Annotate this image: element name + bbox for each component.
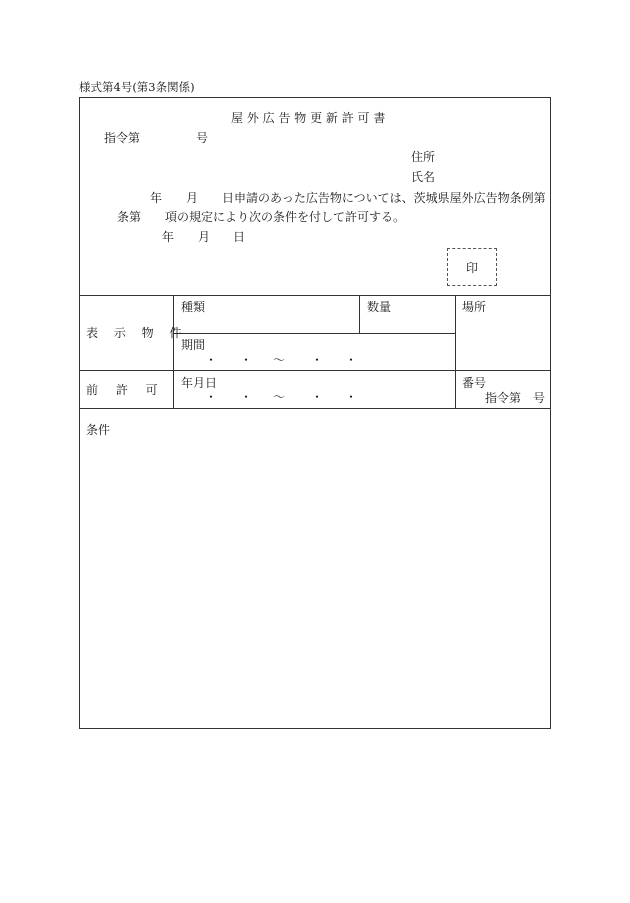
display-prior-divider <box>79 370 551 371</box>
address-label: 住所 <box>411 150 436 164</box>
body-text-line1: 日申請のあった広告物については、茨城県屋外広告物条例第 <box>222 191 546 205</box>
prior-date-label: 年月日 <box>181 376 218 390</box>
period-end-dot-1: ・ <box>311 353 324 367</box>
seal-label: 印 <box>466 261 479 275</box>
body-article: 条第 <box>117 210 142 224</box>
prior-reference-number: 指令第 号 <box>485 391 546 405</box>
application-month: 月 <box>186 191 199 205</box>
location-label: 場所 <box>462 300 487 314</box>
issue-year: 年 <box>162 230 175 244</box>
application-year: 年 <box>150 191 163 205</box>
period-label: 期間 <box>181 338 206 352</box>
kind-period-divider <box>173 333 455 334</box>
display-item-label: 表 示 物 件 <box>86 326 188 340</box>
conditions-top-line <box>79 408 551 409</box>
quantity-label: 数量 <box>367 300 392 314</box>
location-divider <box>455 295 456 408</box>
period-end-dot-2: ・ <box>345 353 358 367</box>
issue-month: 月 <box>198 230 211 244</box>
kind-label: 種類 <box>181 300 206 314</box>
prior-start-dot-1: ・ <box>205 390 218 404</box>
prior-number-label: 番号 <box>462 376 487 390</box>
period-start-dot-2: ・ <box>240 353 253 367</box>
label-column-divider <box>173 295 174 408</box>
prior-range-tilde: ～ <box>273 390 286 404</box>
period-start-dot-1: ・ <box>205 353 218 367</box>
prior-end-dot-1: ・ <box>311 390 324 404</box>
period-range-tilde: ～ <box>273 353 286 367</box>
reference-suffix: 号 <box>196 131 209 145</box>
prior-start-dot-2: ・ <box>240 390 253 404</box>
form-number: 様式第4号(第3条関係) <box>79 80 195 94</box>
reference-prefix: 指令第 <box>104 131 141 145</box>
document-title: 屋 外 広 告 物 更 新 許 可 書 <box>231 111 386 125</box>
kind-quantity-divider <box>359 295 360 333</box>
conditions-label: 条件 <box>86 423 111 437</box>
prior-end-dot-2: ・ <box>345 390 358 404</box>
body-text-line2: 項の規定により次の条件を付して許可する。 <box>165 210 406 224</box>
issue-day: 日 <box>233 230 246 244</box>
table-top-line <box>79 295 551 296</box>
name-label: 氏名 <box>411 170 436 184</box>
prior-permit-label: 前 許 可 <box>86 383 158 397</box>
